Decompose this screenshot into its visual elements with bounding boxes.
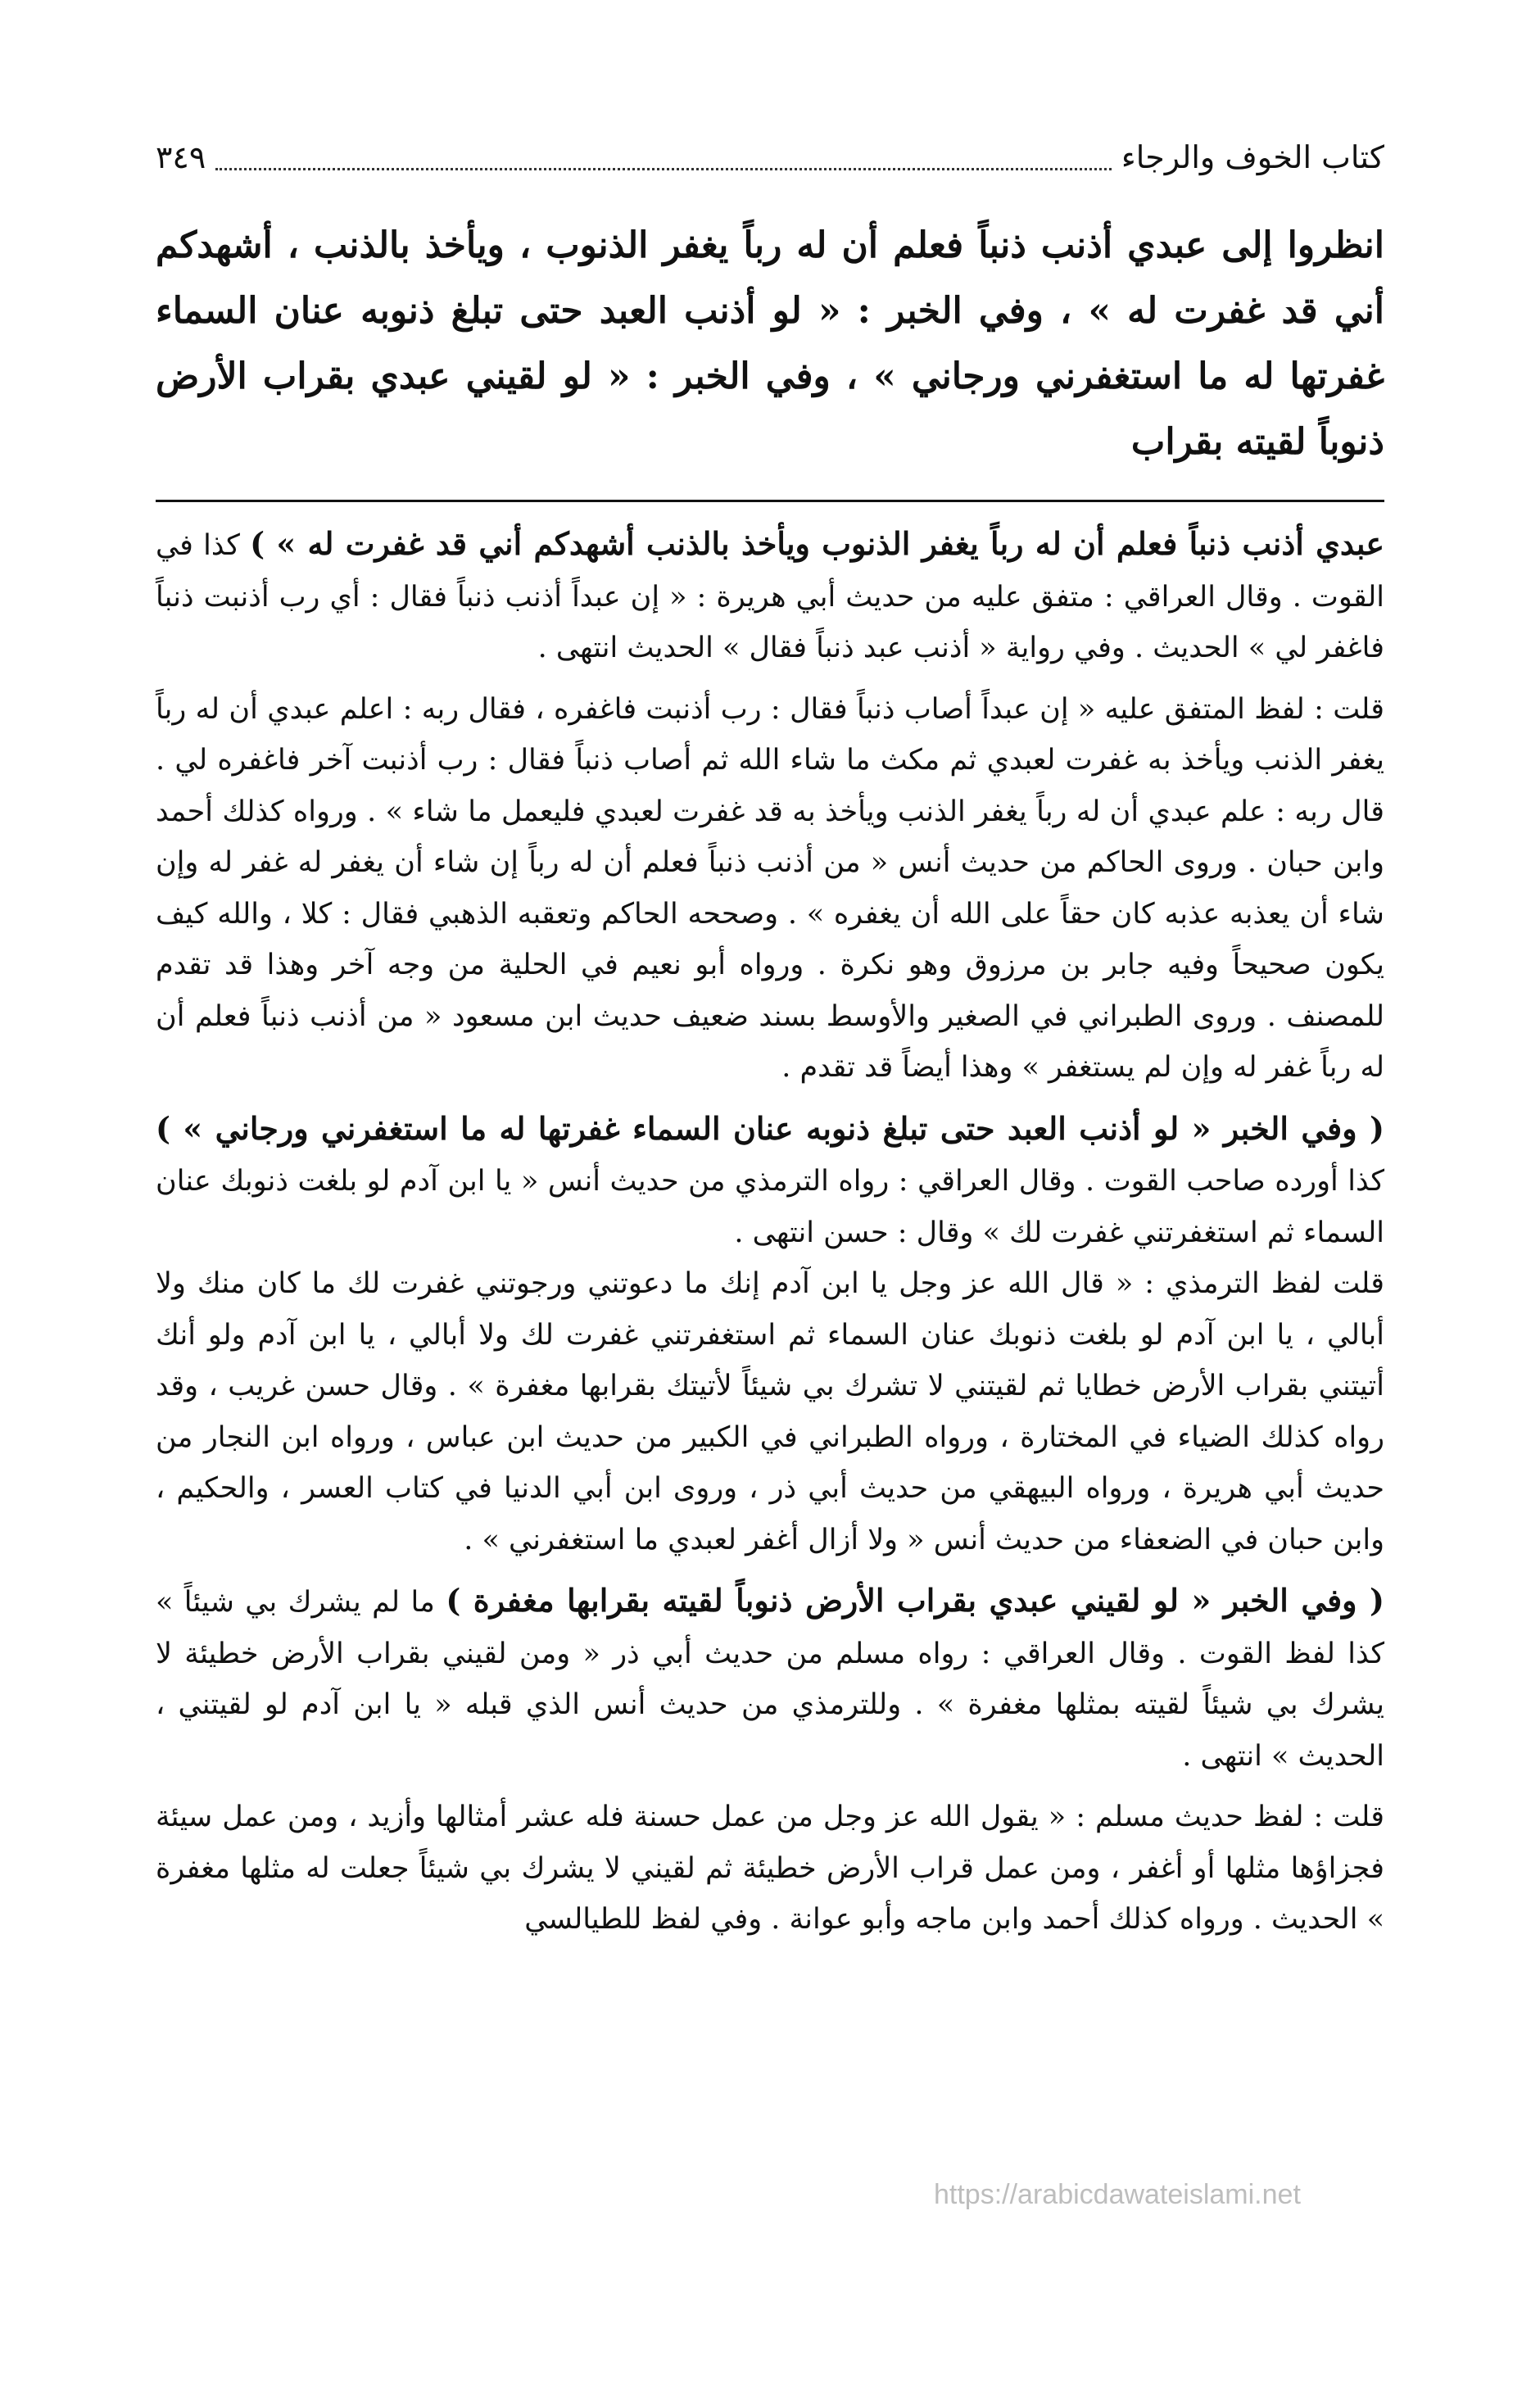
quoted-text: ( وفي الخبر « لو لقيني عبدي بقراب الأرض ذنوباً لقيته بقرابها مغفرة ) (446, 1582, 1384, 1619)
commentary-paragraph-6: قلت : لفظ حديث مسلم : « يقول الله عز وجل من عمل حسنة فله عشر أمثالها وأزيد ، ومن عمل سيئة فجزاؤها مثلها أو أغفر ، ومن عمل قراب الأرض خطيئة ثم لقيني لا يشرك بي شيئاً جعلت له مثلها مغفرة » الحديث . ورواه كذلك أحمد وابن ماجه وأبو عوانة . وفي لفظ للطيالسي (156, 1801, 1384, 1936)
commentary-text: كذا في القوت . وقال العراقي : متفق عليه من حديث أبي هريرة : « إن عبداً أذنب ذنباً فقال : أي رب أذنبت ذنباً فاغفر لي » الحديث . وفي رواية « أذنب عبد ذنباً فقال » الحديث انتهى . (156, 529, 1384, 664)
commentary-paragraph-4: قلت لفظ الترمذي : « قال الله عز وجل يا ابن آدم إنك ما دعوتني ورجوتني غفرت لك ما كان منك ولا أبالي ، يا ابن آدم لو بلغت ذنوبك عنان السماء ثم استغفرتني غفرت لك ولا أبالي ، يا ابن آدم ولو أنك أتيتني بقراب الأرض خطايا ثم لقيتني لا تشرك بي شيئاً لأتيتك بقرابها مغفرة » . وقال حسن غريب ، وقد رواه كذلك الضياء في المختارة ، ورواه الطبراني في الكبير من حديث ابن عباس ، ورواه ابن النجار من حديث أبي هريرة ، ورواه البيهقي من حديث أبي ذر ، وروى ابن أبي الدنيا في كتاب العسر ، والحكيم ، وابن حبان في الضعفاء من حديث أنس « ولا أزال أغفر لعبدي ما استغفرني » . (156, 1267, 1384, 1556)
commentary (156, 519, 1384, 1946)
main-text: انظروا إلى عبدي أذنب ذنباً فعلم أن له رباً يغفر الذنوب ، ويأخذ بالذنب ، أشهدكم أني قد غفرت له » ، وفي الخبر : « لو أذنب العبد حتى تبلغ ذنوبه عنان السماء غفرتها له ما استغفرني ورجاني » ، وفي الخبر : « لو لقيني عبدي بقراب الأرض ذنوباً لقيته بقراب (156, 224, 1384, 463)
quoted-text: ( وفي الخبر « لو أذنب العبد حتى تبلغ ذنوبه عنان السماء غفرتها له ما استغفرني ورجاني » ) (156, 1109, 1384, 1147)
commentary-paragraph-2: قلت : لفظ المتفق عليه « إن عبداً أصاب ذنباً فقال : رب أذنبت فاغفره ، فقال ربه : اعلم عبدي أن له رباً يغفر الذنب ويأخذ به غفرت لعبدي ثم مكث ما شاء الله ثم أصاب ذنباً فقال : رب أذنبت آخر فاغفره لي . قال ربه : علم عبدي أن له رباً يغفر الذنب ويأخذ به قد غفرت لعبدي فليعمل ما شاء » . ورواه كذلك أحمد وابن حبان . وروى الحاكم من حديث أنس « من أذنب ذنباً فعلم أن له رباً إن شاء أن يغفر له غفر له وإن شاء أن يعذبه عذبه كان حقاً على الله أن يغفره » . وصححه الحاكم وتعقبه الذهبي فقال : كلا ، والله كيف يكون صحيحاً وفيه جابر بن مرزوق وهو نكرة . ورواه أبو نعيم في الحلية من وجه آخر وهذا قد تقدم للمصنف . وروى الطبراني في الصغير والأوسط بسند ضعيف حديث ابن مسعود « من أذنب ذنباً فعلم أن له رباً غفر له وإن لم يستغفر » وهذا أيضاً قد تقدم . (156, 692, 1384, 1084)
commentary-text: ما لم يشرك بي شيئاً » كذا لفظ القوت . وقال العراقي : رواه مسلم من حديث أبي ذر « ومن لقيني بقراب الأرض خطيئة لا يشرك بي شيئاً لقيته بمثلها مغفرة » . وللترمذي من حديث أنس الذي قبله « يا ابن آدم لو لقيتني ، الحديث » انتهى . (156, 1586, 1384, 1773)
header-leader-dots (215, 168, 1112, 170)
commentary-paragraph-3 (156, 1103, 1384, 1259)
separator-rule (156, 500, 1384, 502)
chapter-title: كتاب الخوف والرجاء (1121, 139, 1384, 175)
commentary-text: كذا أورده صاحب القوت . وقال العراقي : رواه الترمذي من حديث أنس « يا ابن آدم لو بلغت ذنوبك عنان السماء ثم استغفرتني غفرت لك » وقال : حسن انتهى . (156, 1165, 1384, 1249)
commentary-paragraph-1 (156, 519, 1384, 674)
page-number: ٣٤٩ (156, 139, 206, 175)
book-page (156, 139, 1384, 1946)
watermark-url: https://arabicdawateislami.net (934, 2179, 1301, 2210)
quoted-text: عبدي أذنب ذنباً فعلم أن له رباً يغفر الذنوب ويأخذ بالذنب أشهدكم أني قد غفرت له » ) (250, 525, 1384, 562)
commentary-paragraph-5 (156, 1575, 1384, 1782)
running-header (156, 139, 1384, 188)
